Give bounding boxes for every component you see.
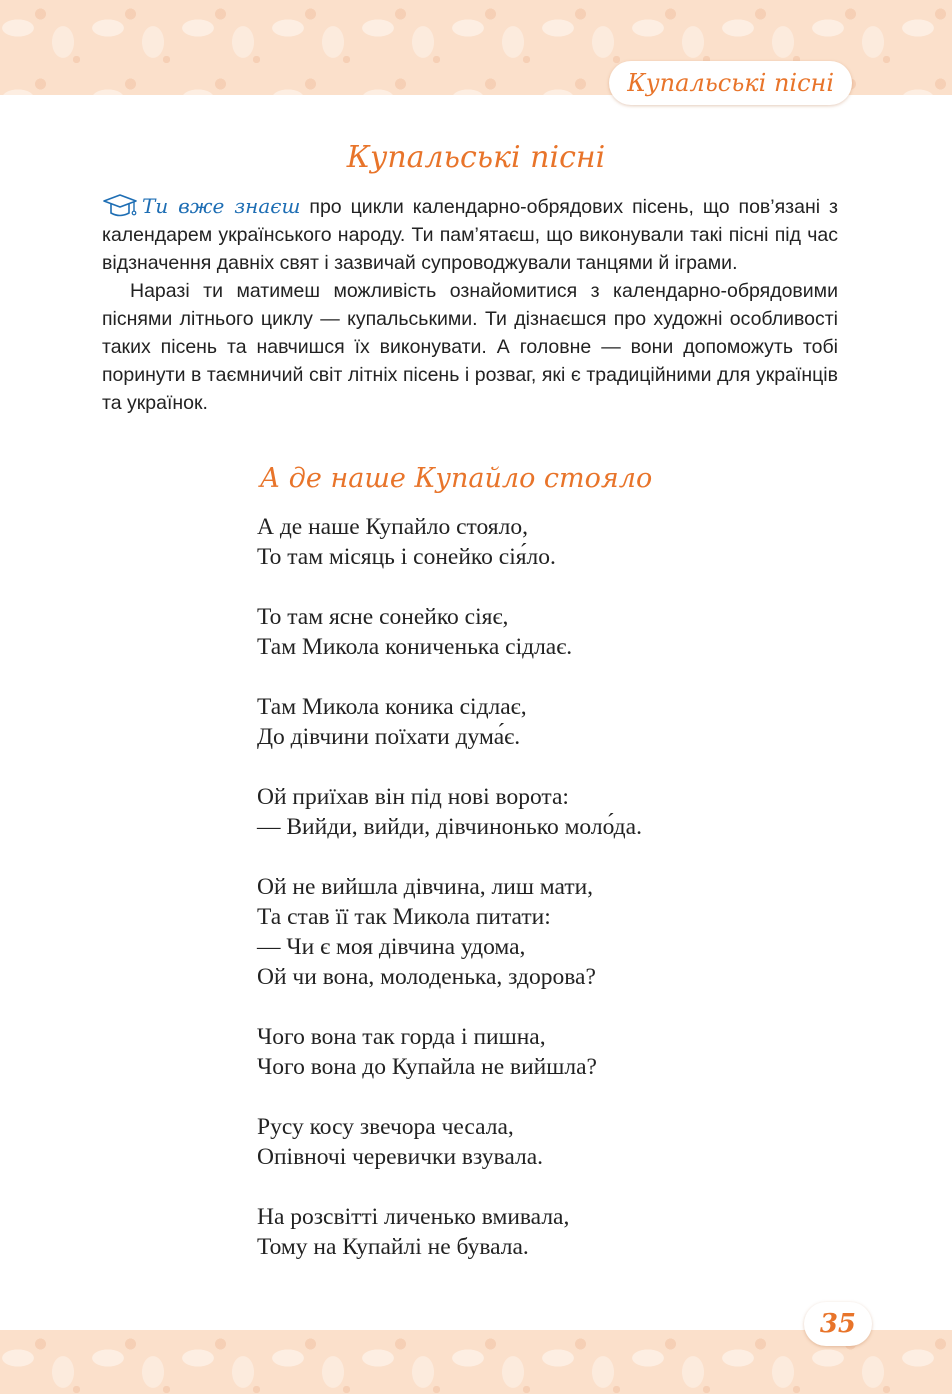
stanza xyxy=(257,1202,817,1262)
song-lyrics xyxy=(257,512,817,1292)
intro-paragraph-1-text: про цикли календарно-обрядових пісень, що пов’язані з календарем українського народу. Ти пам’ятаєш, що виконували такі пісні під час відзначення давніх свят і зазвичай супроводжували танцями й іграми. xyxy=(102,196,838,274)
lyric-line: Ой не вийшла дівчина, лиш мати, xyxy=(257,874,594,900)
lyric-line: — Чи є моя дівчина удома, xyxy=(257,934,526,960)
page-title: Купальські пісні xyxy=(346,140,606,175)
lyric-line: То там місяць і сонейко сія́ло. xyxy=(257,544,556,570)
lyric-line: Та став її так Микола питати: xyxy=(257,904,551,930)
section-header-label: Купальські пісні xyxy=(627,69,834,97)
lyric-line: Ой приїхав він під нові ворота: xyxy=(257,784,569,810)
lyric-line: Тому на Купайлі не бувала. xyxy=(257,1234,529,1260)
section-header-tag xyxy=(609,61,852,105)
lyric-line: Опівночі черевички взувала. xyxy=(257,1144,543,1170)
stanza xyxy=(257,1022,817,1082)
lyric-line: До дівчини поїхати дума́є. xyxy=(257,724,521,750)
graduation-cap-icon xyxy=(102,193,138,221)
lyric-line: Ой чи вона, молоденька, здорова? xyxy=(257,964,596,990)
stanza xyxy=(257,872,817,992)
lyric-line: На розсвітті личенько вмивала, xyxy=(257,1204,570,1230)
intro-text xyxy=(102,192,838,417)
page-number-label: 35 xyxy=(819,1309,856,1339)
intro-paragraph-2: Наразі ти матимеш можливість ознайомитися з календарно-обрядовими піснями літнього циклу — купальськими. Ти дізнаєшся про художні особливості таких пісень та навчишся їх виконувати. А головне — вони допоможуть тобі поринути в таємничий світ літніх пісень і розваг, які є традиційними для українців та українок. xyxy=(102,280,838,414)
stanza xyxy=(257,512,817,572)
intro-lead: Ти вже знаєш xyxy=(142,194,301,218)
stanza xyxy=(257,692,817,752)
lyric-line: Чого вона так горда і пишна, xyxy=(257,1024,546,1050)
stanza xyxy=(257,1112,817,1172)
lyric-line: То там ясне сонейко сіяє, xyxy=(257,604,509,630)
lyric-line: Чого вона до Купайла не вийшла? xyxy=(257,1054,597,1080)
bottom-decorative-band xyxy=(0,1330,952,1394)
lyric-line: Русу косу звечора чесала, xyxy=(257,1114,514,1140)
lyric-line: Там Микола кониченька сідлає. xyxy=(257,634,573,660)
lyric-line: А де наше Купайло стояло, xyxy=(257,514,528,540)
stanza xyxy=(257,602,817,662)
intro-paragraph-1 xyxy=(102,192,838,277)
page-number xyxy=(804,1302,872,1346)
stanza xyxy=(257,782,817,842)
song-title: А де наше Купайло стояло xyxy=(259,463,653,494)
lyric-line: Там Микола коника сідлає, xyxy=(257,694,527,720)
lyric-line: — Вийди, вийди, дівчинонько моло́да. xyxy=(257,814,642,840)
